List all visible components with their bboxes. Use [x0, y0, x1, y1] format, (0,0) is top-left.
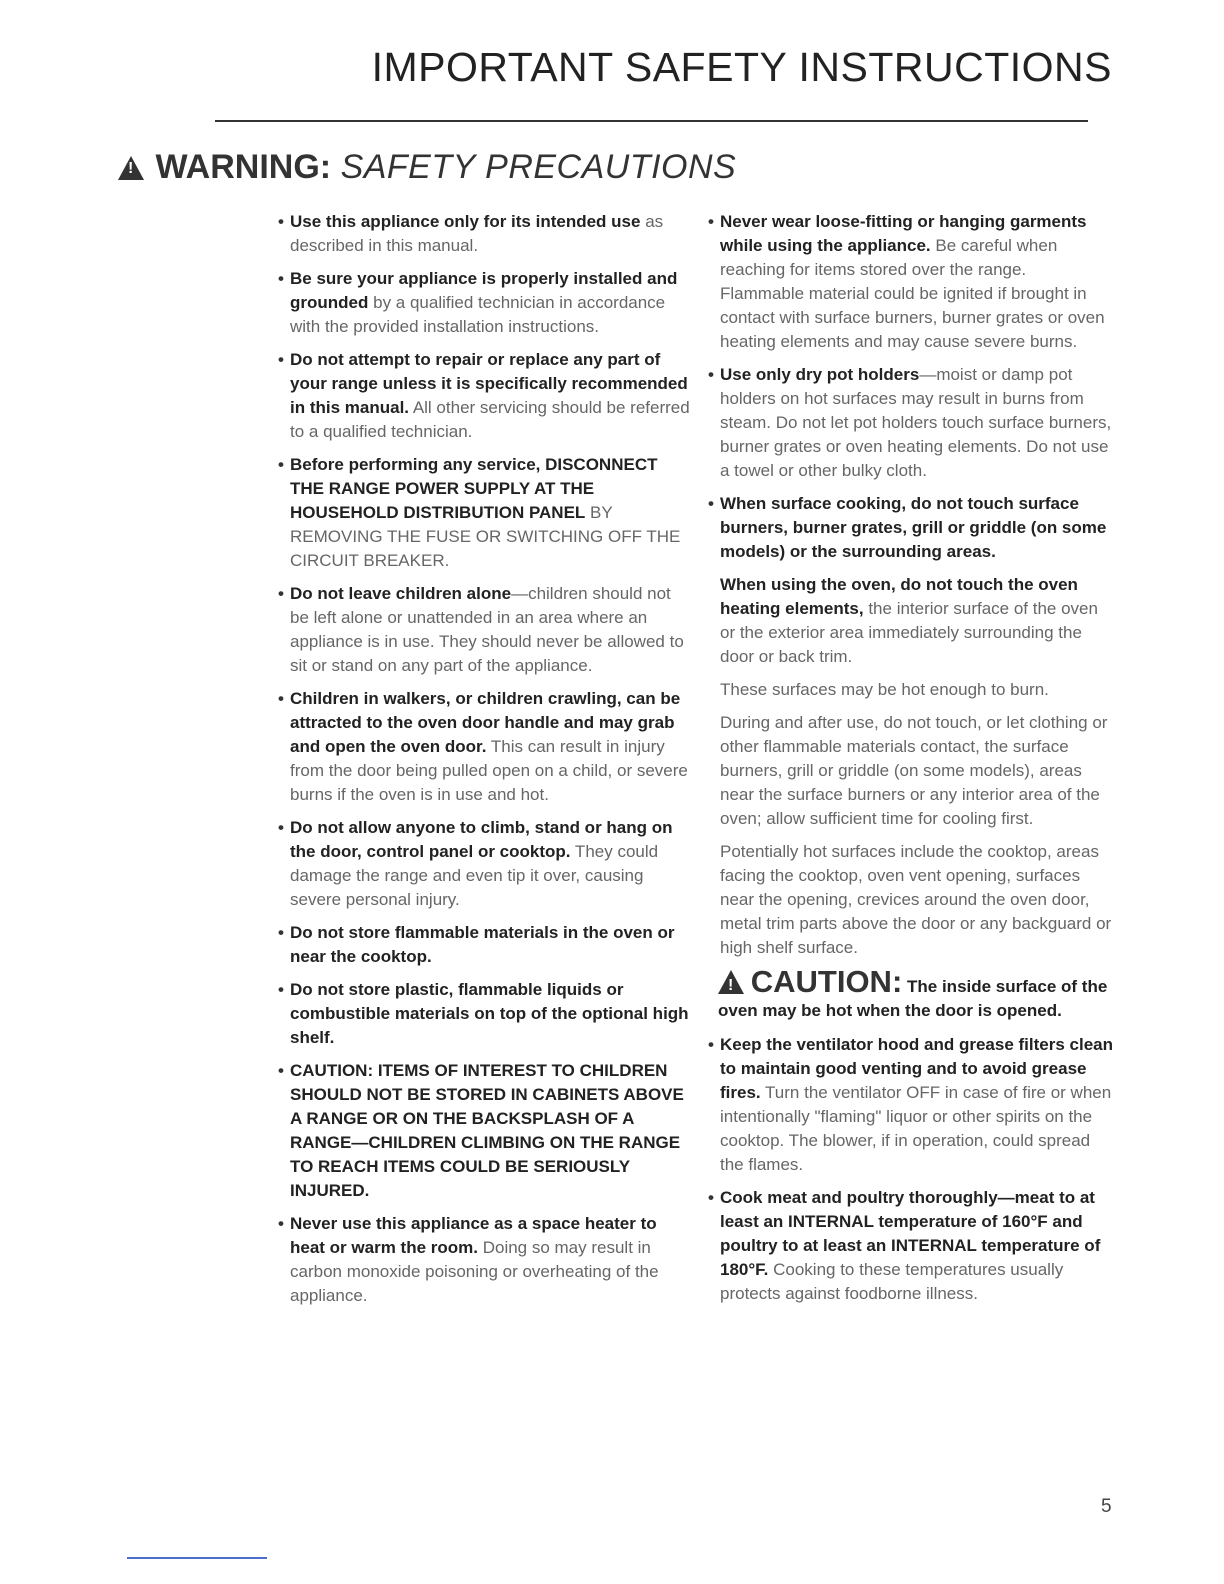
- instruction-bold-text: When using the oven, do not touch the oven heating elements,: [720, 575, 1078, 618]
- safety-instruction-item: [708, 210, 1114, 354]
- safety-instruction-item: [708, 840, 1114, 960]
- bullet: •: [708, 1035, 714, 1054]
- bullet: •: [278, 1214, 284, 1233]
- header-divider: [215, 120, 1088, 122]
- safety-instruction-item: [278, 453, 690, 573]
- instruction-bold-text: Do not leave children alone: [290, 584, 512, 603]
- safety-instruction-item: [708, 363, 1114, 483]
- instruction-text: These surfaces may be hot enough to burn.: [720, 680, 1049, 699]
- bullet: •: [278, 689, 284, 708]
- instruction-text: as described in this manual.: [290, 212, 664, 255]
- warning-triangle-icon: [118, 156, 144, 180]
- bullet: •: [708, 1188, 714, 1207]
- bullet: •: [278, 212, 284, 231]
- safety-instruction-item: [278, 1059, 690, 1203]
- page-header-title: IMPORTANT SAFETY INSTRUCTIONS: [371, 44, 1112, 90]
- instruction-bold-text: Use only dry pot holders: [720, 365, 920, 384]
- instruction-bold-text: Children in walkers, or children crawling, can be attracted to the oven door handle and may grab and open the oven door.: [290, 689, 681, 756]
- safety-instruction-item: [278, 978, 690, 1050]
- instruction-text: —moist or damp pot holders on hot surfaces may result in burns from steam. Do not let pot holders touch surface burners, burner grates or oven heating elements. Do not use a towel or other bulky cloth.: [720, 365, 1112, 480]
- safety-instruction-item: [278, 267, 690, 339]
- safety-instruction-item: [278, 816, 690, 912]
- instruction-bold-text: Be sure your appliance is properly installed and grounded: [290, 269, 678, 312]
- safety-instruction-item: [708, 1186, 1114, 1306]
- bullet: •: [278, 818, 284, 837]
- instruction-bold-text: Do not store flammable materials in the oven or near the cooktop.: [290, 923, 675, 966]
- instruction-text: This can result in injury from the door being pulled open on a child, or severe burns if the oven is in use and hot.: [290, 737, 688, 804]
- caution-block: [718, 964, 1114, 1023]
- instruction-text: the interior surface of the oven or the exterior area immediately surrounding the door or back trim.: [720, 599, 1098, 666]
- bullet: •: [708, 494, 714, 513]
- right-column: [708, 210, 1114, 1315]
- bullet: •: [708, 212, 714, 231]
- instruction-text: Turn the ventilator OFF in case of fire or when intentionally "flaming" liquor or other spirits on the cooktop. The blower, if in operation, could spread the flames.: [720, 1083, 1112, 1174]
- safety-instruction-item: [278, 1212, 690, 1308]
- safety-instruction-item: [708, 711, 1114, 831]
- left-column: [278, 210, 690, 1317]
- caution-triangle-icon: [718, 970, 744, 994]
- instruction-bold-text: Never wear loose-fitting or hanging garments while using the appliance.: [720, 212, 1087, 255]
- warning-heading: [118, 148, 736, 187]
- safety-instruction-item: [708, 573, 1114, 669]
- bullet: •: [278, 980, 284, 999]
- safety-instruction-item: [278, 348, 690, 444]
- footer-line: [127, 1557, 267, 1559]
- safety-instruction-item: [708, 678, 1114, 702]
- instruction-bold-text: Keep the ventilator hood and grease filters clean to maintain good venting and to avoid grease fires.: [720, 1035, 1113, 1102]
- bullet: •: [278, 1061, 284, 1080]
- instruction-bold-text: Do not allow anyone to climb, stand or hang on the door, control panel or cooktop.: [290, 818, 673, 861]
- instruction-text: During and after use, do not touch, or let clothing or other flammable materials contact, the surface burners, grill or griddle (on some models), areas near the surface burners or any interior area of the oven; allow sufficient time for cooling first.: [720, 713, 1108, 828]
- instruction-text: Potentially hot surfaces include the cooktop, areas facing the cooktop, oven vent opening, surfaces near the opening, crevices around the oven door, metal trim parts above the door or any backguard or high shelf surface.: [720, 842, 1112, 957]
- instruction-text: Cooking to these temperatures usually protects against foodborne illness.: [720, 1260, 1064, 1303]
- instruction-text: —children should not be left alone or unattended in an area where an appliance is in use. They should never be allowed to sit or stand on any part of the appliance.: [290, 584, 684, 675]
- instruction-bold-text: When surface cooking, do not touch surface burners, burner grates, grill or griddle (on some models) or the surrounding areas.: [720, 494, 1107, 561]
- caution-label: CAUTION:: [750, 964, 903, 999]
- safety-instruction-item: [278, 210, 690, 258]
- instruction-text: All other servicing should be referred to a qualified technician.: [290, 398, 690, 441]
- bullet: •: [278, 584, 284, 603]
- instruction-bold-text: Do not store plastic, flammable liquids or combustible materials on top of the optional high shelf.: [290, 980, 689, 1047]
- bullet: •: [278, 923, 284, 942]
- safety-instruction-item: [278, 921, 690, 969]
- safety-instruction-item: [278, 582, 690, 678]
- instruction-bold-text: CAUTION: ITEMS OF INTEREST TO CHILDREN SHOULD NOT BE STORED IN CABINETS ABOVE A RANGE OR ON THE BACKSPLASH OF A RANGE—CHILDREN CLIMBING ON THE RANGE TO REACH ITEMS COULD BE SERIOUSLY INJURED.: [290, 1061, 684, 1200]
- instruction-text: BY REMOVING THE FUSE OR SWITCHING OFF THE CIRCUIT BREAKER.: [290, 503, 681, 570]
- caution-text: The inside surface of the oven may be hot when the door is opened.: [718, 977, 1108, 1020]
- instruction-text: by a qualified technician in accordance with the provided installation instructions.: [290, 293, 666, 336]
- instruction-bold-text: Before performing any service, DISCONNECT THE RANGE POWER SUPPLY AT THE HOUSEHOLD DISTRIBUTION PANEL: [290, 455, 658, 522]
- safety-instruction-item: [708, 492, 1114, 564]
- bullet: •: [278, 350, 284, 369]
- bullet: •: [278, 269, 284, 288]
- safety-instruction-item: [708, 1033, 1114, 1177]
- instruction-bold-text: Use this appliance only for its intended use: [290, 212, 641, 231]
- warning-label: WARNING:: [155, 148, 332, 186]
- instruction-bold-text: Never use this appliance as a space heater to heat or warm the room.: [290, 1214, 657, 1257]
- bullet: •: [708, 365, 714, 384]
- bullet: •: [278, 455, 284, 474]
- instruction-text: Doing so may result in carbon monoxide poisoning or overheating of the appliance.: [290, 1238, 659, 1305]
- instruction-bold-text: Do not attempt to repair or replace any part of your range unless it is specifically recommended in this manual.: [290, 350, 688, 417]
- instruction-bold-text: Cook meat and poultry thoroughly—meat to at least an INTERNAL temperature of 160°F and poultry to at least an INTERNAL temperature of 180°F.: [720, 1188, 1101, 1279]
- safety-instruction-item: [278, 687, 690, 807]
- warning-subtitle: SAFETY PRECAUTIONS: [340, 148, 737, 186]
- instruction-text: Be careful when reaching for items stored over the range. Flammable material could be ignited if brought in contact with surface burners, burner grates or oven heating elements and may cause severe burns.: [720, 236, 1105, 351]
- instruction-text: They could damage the range and even tip it over, causing severe personal injury.: [290, 842, 659, 909]
- page-number: 5: [1101, 1496, 1112, 1517]
